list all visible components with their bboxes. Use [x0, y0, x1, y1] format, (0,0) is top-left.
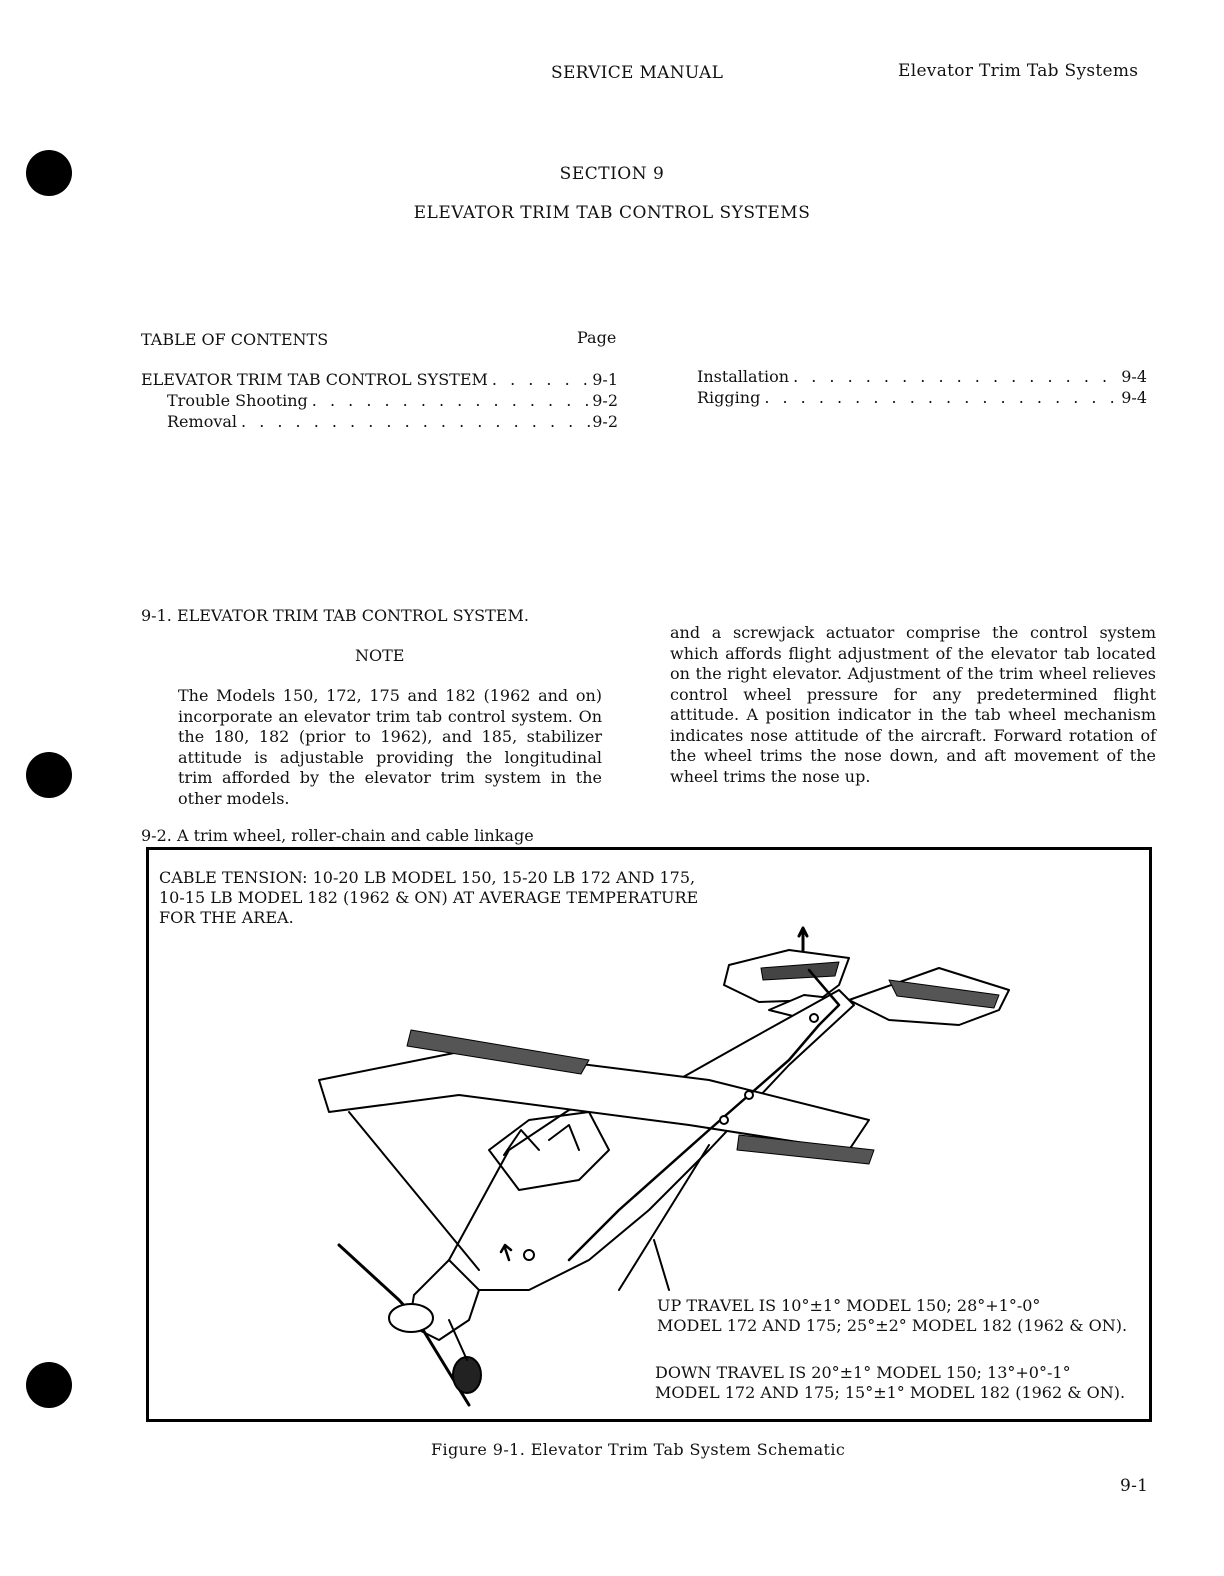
tab-up-arrow [799, 928, 807, 950]
toc-heading: TABLE OF CONTENTS [141, 330, 329, 349]
paragraph-9-2-continued: and a screwjack actuator comprise the control system which affords flight adjustment of the elevator tab located on the right elevator. Adjustment of the trim wheel relieves control wheel pressure for any predetermined flight attitude. A position indicator in the tab wheel mechanism indicates nose attitude of the aircraft. Forward rotation of the wheel trims the nose down, and aft movement of the wheel trims the nose up. [670, 623, 1156, 786]
heading-9-1: 9-1. ELEVATOR TRIM TAB CONTROL SYSTEM. [141, 606, 529, 625]
toc-entry [141, 369, 618, 390]
section-number: SECTION 9 [559, 164, 665, 184]
down-travel-line: DOWN TRAVEL IS 20°±1° MODEL 150; 13°+0°-1° [655, 1363, 1071, 1382]
toc-entry [141, 411, 618, 432]
toc-entry-page: 9-4 [1121, 388, 1147, 407]
figure-caption: Figure 9-1. Elevator Trim Tab System Schematic [431, 1440, 846, 1459]
down-travel-note [655, 1363, 1125, 1403]
toc-entry-label: Removal [167, 412, 238, 431]
binder-hole-bottom [26, 1362, 72, 1408]
toc-entry-page: 9-2 [592, 391, 618, 410]
cable-tension-line: CABLE TENSION: 10-20 LB MODEL 150, 15-20 LB 172 AND 175, [159, 868, 696, 887]
note-title: NOTE [355, 646, 405, 665]
note-text: The Models 150, 172, 175 and 182 (1962 and on) incorporate an elevator trim tab control system. On the 180, 182 (prior to 1962), and 185, stabilizer attitude is adjustable providing the longitudinal trim afforded by the elevator trim system in the other models. [178, 686, 602, 808]
binder-hole-middle [26, 752, 72, 798]
up-travel-note [657, 1296, 1127, 1336]
paragraph-9-2-start: 9-2. A trim wheel, roller-chain and cable linkage [141, 826, 534, 845]
cable-tension-line: 10-15 LB MODEL 182 (1962 & ON) AT AVERAGE TEMPERATURE [159, 888, 699, 907]
header-manual-title: SERVICE MANUAL [551, 63, 724, 83]
up-travel-line: UP TRAVEL IS 10°±1° MODEL 150; 28°+1°-0° [657, 1296, 1041, 1315]
toc-entry-label: ELEVATOR TRIM TAB CONTROL SYSTEM [141, 370, 488, 389]
header-chapter-title: Elevator Trim Tab Systems [898, 61, 1139, 81]
toc-entry-label: Trouble Shooting [167, 391, 308, 410]
toc-left-column [141, 369, 618, 432]
figure-9-1-box [146, 847, 1152, 1422]
toc-entry-label: Installation [697, 367, 790, 386]
page-number: 9-1 [1120, 1476, 1149, 1496]
toc-entry-page: 9-2 [592, 412, 618, 431]
toc-leader-dots [760, 387, 1121, 408]
toc-entry [141, 390, 618, 411]
section-title: ELEVATOR TRIM TAB CONTROL SYSTEMS [413, 203, 811, 223]
toc-entry [697, 366, 1147, 387]
up-travel-line: MODEL 172 AND 175; 25°±2° MODEL 182 (1962 & ON). [657, 1316, 1128, 1335]
toc-page-heading: Page [577, 328, 617, 347]
toc-entry [697, 387, 1147, 408]
toc-right-column [697, 366, 1147, 408]
toc-leader-dots [237, 411, 592, 432]
toc-entry-page: 9-4 [1121, 367, 1147, 386]
toc-entry-label: Rigging [697, 388, 761, 407]
toc-entry-page: 9-1 [592, 370, 618, 389]
toc-leader-dots [789, 366, 1121, 387]
toc-leader-dots [308, 390, 592, 411]
cable-tension-line: FOR THE AREA. [159, 908, 294, 927]
down-travel-line: MODEL 172 AND 175; 15°±1° MODEL 182 (1962 & ON). [655, 1383, 1126, 1402]
toc-leader-dots [488, 369, 592, 390]
